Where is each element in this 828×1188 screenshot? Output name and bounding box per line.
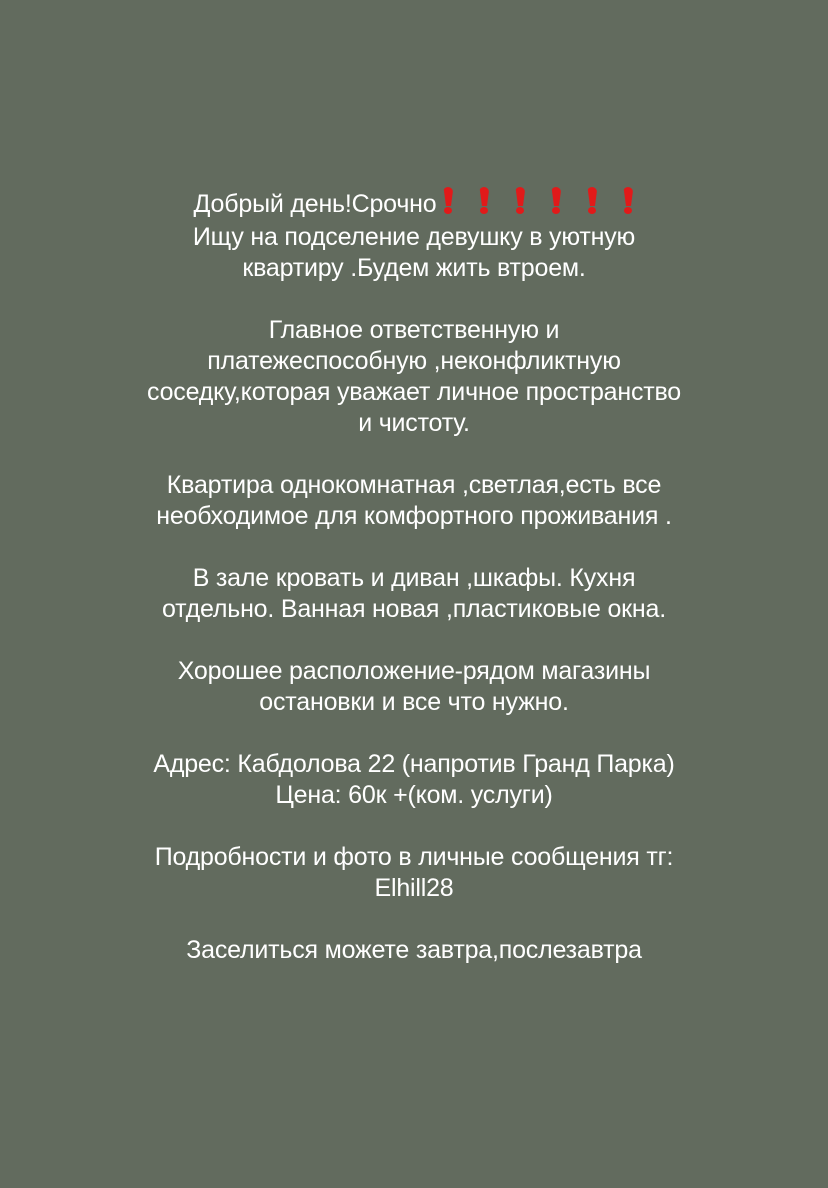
- location-line: остановки и все что нужно.: [259, 688, 569, 716]
- address-price-paragraph: [0, 749, 828, 811]
- exclamation-icon: [622, 186, 634, 214]
- exclamation-icon: [478, 186, 490, 214]
- furniture-paragraph: [0, 563, 828, 625]
- search-line: Ищу на подселение девушку в уютную: [192, 223, 636, 251]
- contact-line: Подробности и фото в личные сообщения тг:: [154, 843, 674, 871]
- location-paragraph: [0, 656, 828, 718]
- exclamation-icon: [442, 186, 454, 214]
- greeting-text: Добрый день!Срочно: [193, 190, 437, 218]
- exclamation-icons: [442, 186, 634, 222]
- search-line: квартиру .Будем жить втроем.: [242, 254, 586, 282]
- requirements-line: соседку,которая уважает личное пространство: [146, 378, 682, 406]
- exclamation-icon: [550, 186, 562, 214]
- telegram-handle: Elhill28: [374, 874, 454, 902]
- requirements-line: платежеспособную ,неконфликтную: [207, 347, 621, 375]
- apartment-line: необходимое для комфортного проживания .: [156, 502, 672, 530]
- apartment-line: Квартира однокомнатная ,светлая,есть все: [166, 471, 662, 499]
- address-line: Адрес: Кабдолова 22 (напротив Гранд Парка): [153, 750, 675, 778]
- move-in-paragraph: [0, 935, 828, 966]
- furniture-line: отдельно. Ванная новая ,пластиковые окна.: [162, 595, 666, 623]
- requirements-line: Главное ответственную и: [268, 316, 560, 344]
- requirements-paragraph: [0, 315, 828, 439]
- greeting-line: [0, 186, 828, 222]
- contact-paragraph: [0, 842, 828, 904]
- announcement-text: [0, 186, 828, 966]
- requirements-line: и чистоту.: [358, 409, 470, 437]
- exclamation-icon: [514, 186, 526, 214]
- location-line: Хорошее расположение-рядом магазины: [177, 657, 651, 685]
- move-in-line: Заселиться можете завтра,послезавтра: [186, 936, 642, 964]
- furniture-line: В зале кровать и диван ,шкафы. Кухня: [192, 564, 636, 592]
- price-line: Цена: 60к +(ком. услуги): [275, 781, 553, 809]
- exclamation-icon: [586, 186, 598, 214]
- greeting-paragraph: [0, 186, 828, 284]
- apartment-paragraph: [0, 470, 828, 532]
